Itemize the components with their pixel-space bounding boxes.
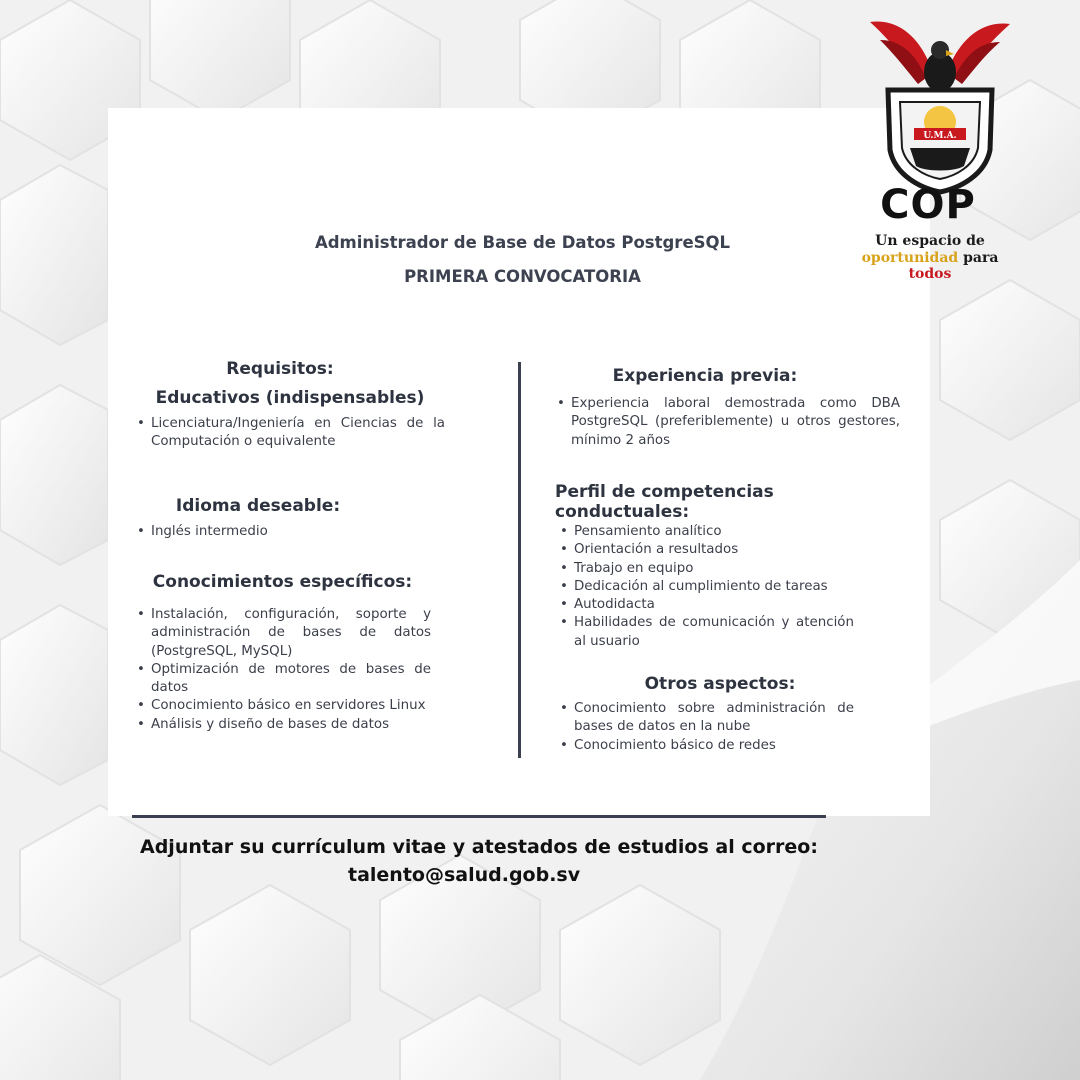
heading-educativos: Educativos (indispensables) — [155, 388, 425, 408]
heading-otros: Otros aspectos: — [644, 674, 796, 694]
heading-perfil: Perfil de competencias conductuales: — [555, 482, 774, 522]
column-divider — [518, 362, 521, 758]
brand-cop: COP — [880, 182, 976, 228]
list-item: • Pensamiento analítico — [560, 523, 854, 541]
slogan-word-todos: todos — [908, 266, 952, 282]
list-otros — [560, 700, 854, 755]
footer-divider — [132, 815, 826, 818]
list-perfil — [560, 523, 854, 651]
list-item: • Trabajo en equipo — [560, 560, 854, 578]
list-idioma — [137, 523, 445, 541]
list-item: • Habilidades de comunicación y atención al usuario — [560, 614, 854, 651]
list-item: • Optimización de motores de bases de datos — [137, 661, 431, 698]
list-item: • Autodidacta — [560, 596, 854, 614]
heading-idioma: Idioma deseable: — [175, 496, 341, 516]
svg-text:U.M.A.: U.M.A. — [923, 131, 957, 141]
slogan-word-oportunidad: oportunidad — [861, 250, 959, 266]
uma-eagle-logo — [860, 10, 1020, 200]
heading-experiencia: Experiencia previa: — [612, 366, 798, 386]
list-item: • Conocimiento básico de redes — [560, 737, 854, 755]
list-experiencia — [557, 395, 900, 450]
heading-requisitos: Requisitos: — [226, 359, 334, 379]
list-conocimientos — [137, 606, 431, 734]
slogan-line2 — [840, 250, 1020, 282]
list-item: • Análisis y diseño de bases de datos — [137, 716, 431, 734]
list-item: • Experiencia laboral demostrada como DBA PostgreSQL (preferiblemente) u otros gestores, mínimo 2 años — [557, 395, 900, 450]
list-item: • Instalación, configuración, soporte y administración de bases de datos (PostgreSQL, MySQL) — [137, 606, 431, 661]
list-item: • Orientación a resultados — [560, 541, 854, 559]
list-item: • Conocimiento sobre administración de bases de datos en la nube — [560, 700, 854, 737]
footer-instructions: Adjuntar su currículum vitae y atestados de estudios al correo: — [140, 836, 818, 858]
list-item: • Licenciatura/Ingeniería en Ciencias de la Computación o equivalente — [137, 415, 445, 452]
page-subtitle: PRIMERA CONVOCATORIA — [404, 267, 641, 286]
list-educativos — [137, 415, 445, 452]
footer-email[interactable]: talento@salud.gob.sv — [348, 864, 581, 886]
slogan-word-para: para — [963, 250, 999, 266]
list-item: • Inglés intermedio — [137, 523, 445, 541]
list-item: • Dedicación al cumplimiento de tareas — [560, 578, 854, 596]
slogan-line1: Un espacio de — [875, 233, 985, 249]
page-title: Administrador de Base de Datos PostgreSQL — [314, 233, 731, 252]
heading-conocimientos: Conocimientos específicos: — [152, 572, 413, 592]
list-item: • Conocimiento básico en servidores Linux — [137, 697, 431, 715]
